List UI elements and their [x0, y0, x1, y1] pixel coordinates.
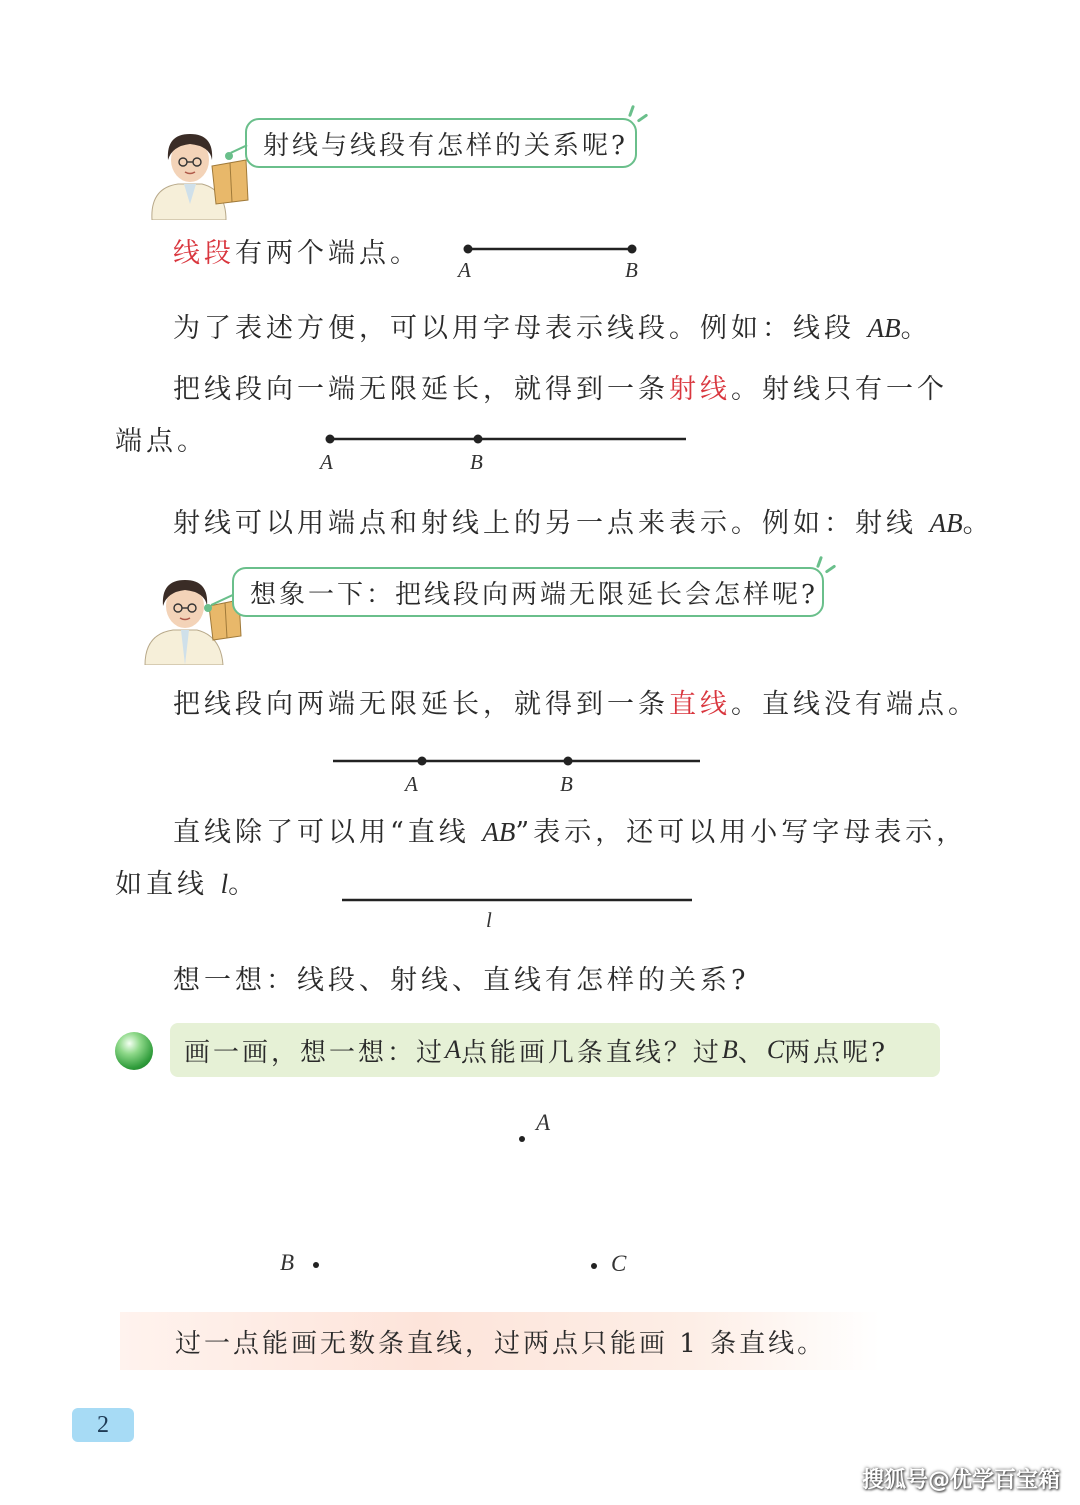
label-a: A — [458, 258, 471, 282]
label-b: B — [470, 450, 483, 474]
point-b-dot — [313, 1262, 319, 1268]
summary-banner — [120, 1312, 880, 1370]
watermark: 搜狐号@优学百宝箱 — [862, 1468, 1061, 1493]
term-line: 直线 — [669, 689, 731, 720]
summary-text: 过一点能画无数条直线，过两点只能画 1 条直线。 — [175, 1328, 827, 1359]
ray-definition: 把线段向一端无限延长，就得到一条射线。射线只有一个 — [173, 374, 948, 405]
line-definition: 把线段向两端无限延长，就得到一条直线。直线没有端点。 — [173, 689, 979, 720]
sparkle-mark — [628, 105, 635, 117]
point-b-label: B — [280, 1250, 295, 1275]
bubble-text: 想象一下：把线段向两端无限延长会怎样呢? — [250, 579, 818, 610]
line-l-diagram — [340, 895, 700, 907]
label-b: B — [625, 258, 638, 282]
sparkle-mark — [825, 564, 837, 573]
teacher-illustration — [135, 570, 245, 665]
sparkle-mark — [637, 113, 649, 122]
activity-ball-icon — [115, 1032, 153, 1070]
label-b: B — [560, 772, 573, 796]
teacher-illustration — [140, 120, 250, 220]
point-a-label: A — [536, 1110, 551, 1135]
line-notation-line2: 如直线 l。 — [115, 869, 260, 900]
point-c-dot — [591, 1263, 597, 1269]
label-l: l — [486, 908, 492, 932]
activity-prompt: 画一画，想一想：过 A 点能画几条直线？过 B 、 C 两点呢? — [170, 1023, 940, 1077]
speech-bubble-question — [245, 118, 637, 168]
label-a: A — [320, 450, 333, 474]
point-c-label: C — [611, 1251, 627, 1276]
ray-definition-line2: 端点。 — [115, 426, 208, 457]
page-number: 2 — [72, 1408, 134, 1442]
think-question: 想一想：线段、射线、直线有怎样的关系? — [173, 965, 750, 996]
bubble-text: 射线与线段有怎样的关系呢? — [263, 130, 628, 161]
segment-notation: 为了表述方便，可以用字母表示线段。例如：线段 AB。 — [173, 313, 932, 344]
label-a: A — [405, 772, 418, 796]
term-segment: 线段 — [173, 238, 235, 269]
segment-definition: 线段有两个端点。 — [173, 238, 421, 269]
point-a-dot — [519, 1136, 525, 1142]
term-ray: 射线 — [669, 374, 731, 405]
line-diagram — [330, 752, 705, 772]
line-notation: 直线除了可以用“直线 AB”表示，还可以用小写字母表示， — [173, 817, 968, 848]
ray-notation: 射线可以用端点和射线上的另一点来表示。例如：射线 AB。 — [173, 508, 994, 539]
ray-diagram — [320, 430, 700, 450]
speech-bubble-imagine — [232, 567, 824, 617]
sparkle-mark — [816, 556, 823, 568]
